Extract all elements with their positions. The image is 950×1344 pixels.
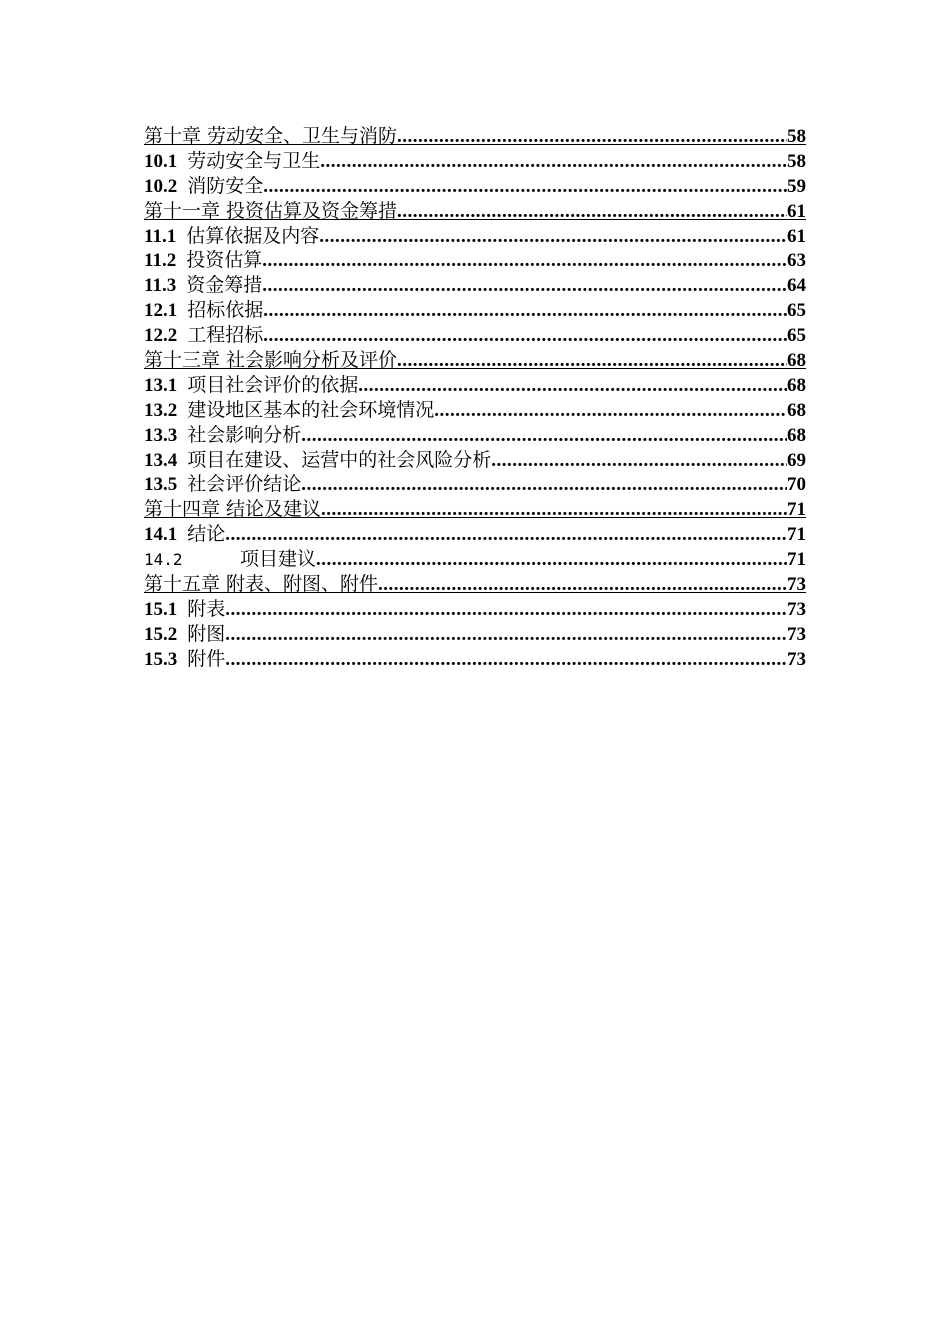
toc-entry-title: 估算依据及内容 [186,224,320,247]
toc-chapter-14[interactable] [144,497,806,522]
toc-dot-leader [263,299,787,323]
toc-section-14-2[interactable] [144,547,806,572]
toc-section-number: 13.2 [144,399,178,421]
toc-entry-title: 项目在建设、运营中的社会风险分析 [187,448,492,471]
toc-section-number: 11.3 [144,275,177,297]
toc-section-10-2[interactable] [144,174,806,199]
toc-page-number: 71 [787,549,806,571]
toc-chapter-13[interactable] [144,348,806,373]
toc-entry-title: 工程招标 [187,324,264,347]
toc-dot-leader [358,374,787,398]
toc-entry-title: 第十四章 结论及建议 [144,498,322,521]
toc-page-number: 65 [787,300,806,322]
toc-dot-leader [225,623,787,647]
toc-dot-leader [263,175,787,199]
toc-page-number: 61 [787,225,806,247]
toc-section-number: 13.4 [144,449,178,471]
toc-section-number: 15.2 [144,623,178,645]
toc-entry-title: 投资估算 [186,249,263,272]
toc-section-11-3[interactable] [144,273,806,298]
toc-dot-leader [397,200,787,224]
toc-dot-leader [378,573,787,597]
toc-page-number: 71 [787,499,806,521]
toc-dot-leader [225,648,787,672]
toc-page-number: 70 [787,474,806,496]
toc-page-number: 73 [787,574,806,596]
toc-dot-leader [319,225,787,249]
toc-page-number: 58 [787,150,806,172]
toc-page-number: 73 [787,598,806,620]
toc-section-13-2[interactable] [144,398,806,423]
toc-section-13-3[interactable] [144,423,806,448]
toc-entry-title: 结论 [187,523,226,546]
toc-section-number: 11.1 [144,225,177,247]
toc-chapter-15[interactable] [144,572,806,597]
toc-entry-title: 项目社会评价的依据 [187,373,359,396]
toc-dot-leader [320,150,787,174]
toc-dot-leader [434,399,787,423]
toc-section-14-1[interactable] [144,522,806,547]
toc-section-13-4[interactable] [144,448,806,473]
toc-section-number: 12.1 [144,300,178,322]
toc-entry-title: 第十一章 投资估算及资金筹措 [144,199,398,222]
toc-entry-title: 第十章 劳动安全、卫生与消防 [144,125,398,147]
toc-dot-leader [225,598,787,622]
toc-section-number: 15.1 [144,598,178,620]
toc-section-10-1[interactable] [144,149,806,174]
toc-page-number: 68 [787,399,806,421]
toc-dot-leader [491,449,787,473]
toc-page-number: 68 [787,374,806,396]
toc-page-number: 61 [787,200,806,222]
toc-page-number: 65 [787,325,806,347]
toc-dot-leader [225,523,787,547]
toc-entry-title: 消防安全 [187,174,264,197]
toc-dot-leader [316,548,787,572]
toc-page-number: 68 [787,424,806,446]
toc-section-number: 14.1 [144,524,178,546]
toc-page-number: 64 [787,275,806,297]
toc-dot-leader [397,349,787,373]
toc-entry-title: 第十三章 社会影响分析及评价 [144,349,398,372]
toc-entry-title: 第十五章 附表、附图、附件 [144,573,379,596]
toc-section-number: 13.3 [144,424,178,446]
toc-page-number: 73 [787,648,806,670]
toc-entry-title: 附图 [187,622,226,645]
toc-dot-leader [262,249,787,273]
toc-entry-title: 社会评价结论 [187,473,302,496]
toc-section-number: 14.2 [144,550,183,570]
toc-entry-title: 资金筹措 [186,274,263,297]
toc-section-number: 11.2 [144,250,177,272]
table-of-contents [144,124,806,672]
toc-section-11-2[interactable] [144,248,806,273]
toc-section-15-2[interactable] [144,622,806,647]
toc-page-number: 59 [787,175,806,197]
toc-section-13-5[interactable] [144,472,806,497]
toc-page-number: 71 [787,524,806,546]
toc-section-12-1[interactable] [144,298,806,323]
toc-entry-title: 劳动安全与卫生 [187,149,321,172]
toc-dot-leader [262,274,787,298]
toc-section-number: 10.1 [144,150,178,172]
toc-section-number: 13.5 [144,474,178,496]
toc-section-13-1[interactable] [144,373,806,398]
toc-section-15-3[interactable] [144,647,806,672]
toc-entry-title: 附件 [187,647,226,670]
toc-section-number: 13.1 [144,374,178,396]
toc-dot-leader [301,473,787,497]
toc-entry-title: 建设地区基本的社会环境情况 [187,398,435,421]
toc-chapter-10[interactable] [144,124,806,149]
toc-page-number: 68 [787,350,806,372]
toc-section-12-2[interactable] [144,323,806,348]
toc-dot-leader [263,324,787,348]
toc-section-number: 15.3 [144,648,178,670]
toc-entry-title: 招标依据 [187,299,264,322]
toc-chapter-11[interactable] [144,199,806,224]
toc-section-number: 10.2 [144,175,178,197]
toc-page-number: 58 [787,126,806,147]
toc-entry-title: 社会影响分析 [187,423,302,446]
toc-entry-title: 附表 [187,597,226,620]
toc-page-number: 69 [787,449,806,471]
toc-page-number: 73 [787,623,806,645]
toc-section-number: 12.2 [144,325,178,347]
toc-section-15-1[interactable] [144,597,806,622]
toc-dot-leader [301,424,787,448]
toc-page-number: 63 [787,250,806,272]
toc-section-11-1[interactable] [144,224,806,249]
toc-dot-leader [397,125,787,149]
toc-dot-leader [321,498,787,522]
toc-entry-title: 项目建议 [240,548,317,571]
